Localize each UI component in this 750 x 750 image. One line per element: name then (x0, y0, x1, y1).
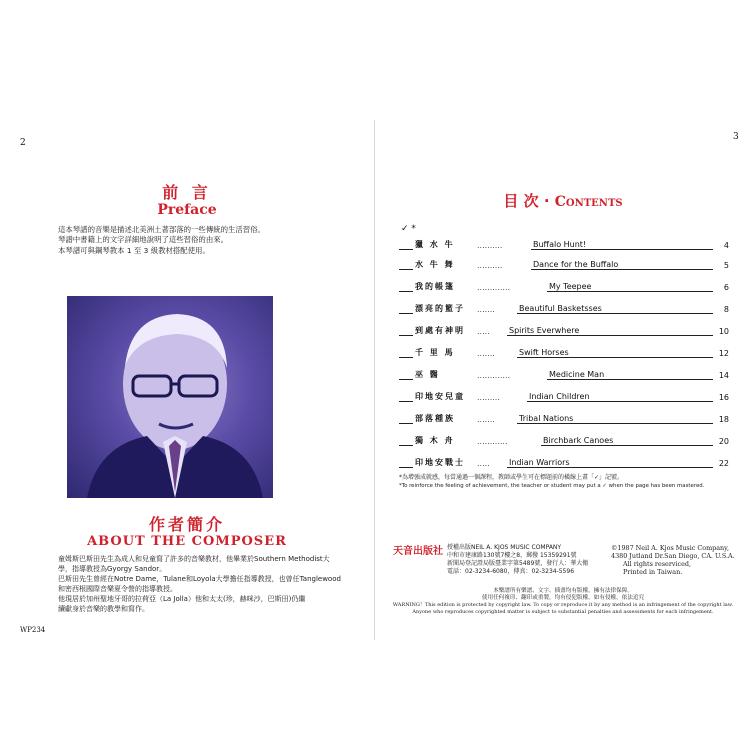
toc-item[interactable] (399, 388, 729, 402)
check-line (399, 391, 413, 402)
preface-line: 琴譜中書籍上的文字詳細地說明了這些習俗的由來。 (58, 235, 228, 245)
toc-title-zh: 巫 醫 (415, 370, 440, 379)
check-line (399, 325, 413, 336)
warning-line-en: Anyone who reproduces copyrighted matter is subject to substantial penalties and assessments for each infringement. (412, 609, 714, 615)
contents-title (375, 190, 750, 211)
publisher-line: 新聞局登記證局版臺業字第5489號，發行人：華大衛 (447, 560, 589, 567)
toc-page: 22 (718, 459, 729, 468)
composer-portrait-illustration (67, 296, 273, 498)
toc-page: 4 (723, 241, 729, 250)
toc-item[interactable] (399, 278, 729, 292)
toc-title-en: Buffalo Hunt! (531, 240, 713, 250)
composer-title-en: ABOUT THE COMPOSER (87, 534, 287, 549)
publisher-line: 中和市建康路130號7樓之8，郵撥 15359291號 (447, 552, 577, 559)
composer-title-zh: 作者簡介 (148, 515, 225, 534)
toc-title-en: Swift Horses (517, 348, 713, 358)
preface-line: 本琴譜可與鋼琴教本 1 至 3 級教材搭配使用。 (58, 245, 210, 255)
toc-leader: ............. (477, 371, 511, 380)
copyright-block (611, 544, 741, 576)
toc-leader: .......... (477, 261, 503, 270)
bio-line: 續獻身於音樂的教學和寫作。 (58, 605, 149, 613)
preface-line: 這本琴譜的音樂是描述北美洲土著部落的一些傳統的生活習俗。 (58, 225, 265, 234)
toc-page: 6 (723, 283, 729, 292)
check-line (399, 369, 413, 380)
bio-line: 巴斯田先生曾經在Notre Dame，Tulane和Loyola大學擔任指導教授，也曾任Tanglewood (58, 575, 341, 583)
toc-item[interactable] (399, 432, 729, 446)
toc-item[interactable] (399, 344, 729, 358)
publisher-line: 電話：02-3234-6080，傳真：02-3234-5596 (447, 568, 575, 575)
left-page (0, 120, 374, 640)
toc-leader: ....... (477, 305, 495, 314)
toc-title-zh: 我的帳篷 (415, 282, 455, 291)
toc-title-zh: 印地安兒童 (415, 392, 465, 401)
check-line (399, 413, 413, 424)
bio-line: 童姆斯巴斯田先生為成人和兒童寫了許多的音樂教材，他畢業於Southern Methodist大 (58, 555, 330, 563)
publisher-line: 授權出版NEIL A. KJOS MUSIC COMPANY (447, 544, 562, 551)
toc-page: 14 (718, 371, 729, 380)
toc-title-zh: 水 牛 舞 (415, 260, 455, 269)
bio-line: 他現居於加州聖地牙哥的拉荷亞（La Jolla）他和太太(珍，赫咪沙，巴斯田)仍繼 (58, 595, 306, 603)
toc-title-zh: 獨 木 舟 (415, 436, 455, 445)
preface-title-zh: 前 言 (162, 183, 212, 202)
toc-leader: ....... (477, 349, 495, 358)
contents-title-zh: 目 次 · (503, 192, 555, 210)
check-line (399, 281, 413, 292)
toc-title-en: Medicine Man (547, 370, 713, 380)
toc-page: 18 (718, 415, 729, 424)
preface-title-en: Preface (157, 202, 217, 218)
check-line (399, 303, 413, 314)
toc-leader: .......... (477, 241, 503, 250)
warning-line-en: WARNING！This edition is protected by copyright law. To copy or reproduce it by any method is an infringement of the copyright law. (392, 602, 734, 608)
copyright-line: ©1987 Neil A. Kjos Music Company, (611, 544, 729, 552)
copyright-line: Printed in Taiwan. (623, 568, 683, 576)
toc-page: 12 (718, 349, 729, 358)
check-line (399, 347, 413, 358)
toc-title-zh: 漂亮的籃子 (415, 304, 465, 313)
check-line (399, 239, 413, 250)
check-line (399, 457, 413, 468)
bio-line: 和密西根國際音樂夏令營的指導教授。 (58, 585, 177, 593)
toc-item[interactable] (399, 322, 729, 336)
toc-item[interactable] (399, 454, 729, 468)
toc-title-zh: 獵 水 牛 (415, 240, 455, 249)
toc-leader: ......... (477, 393, 500, 402)
toc-title-zh: 印地安戰士 (415, 458, 465, 467)
toc-title-en: Spirits Everwhere (507, 326, 713, 336)
composer-photo (67, 296, 273, 498)
composer-bio (58, 554, 368, 614)
copyright-line: 4380 Jutland Dr.San Diego, CA. U.S.A. (611, 552, 735, 560)
page-number-right: 3 (733, 132, 739, 142)
toc-page: 16 (718, 393, 729, 402)
toc-page: 5 (723, 261, 729, 270)
toc-leader: ............. (477, 283, 511, 292)
toc-item[interactable] (399, 410, 729, 424)
publisher-info (447, 544, 607, 576)
toc-item[interactable] (399, 300, 729, 314)
toc-title-en: Dance for the Buffalo (531, 260, 713, 270)
toc-page: 10 (718, 327, 729, 336)
toc-leader: ..... (477, 327, 490, 336)
toc-leader: ..... (477, 459, 490, 468)
toc-item[interactable] (399, 256, 729, 270)
toc-leader: ....... (477, 415, 495, 424)
page-number-left: 2 (20, 138, 26, 148)
toc-title-en: Indian Warriors (507, 458, 713, 468)
toc-title-en: My Teepee (547, 282, 713, 292)
toc-title-en: Birchbark Canoes (541, 436, 713, 446)
warning-block (383, 588, 743, 616)
toc-title-en: Indian Children (527, 392, 713, 402)
toc-title-zh: 千 里 馬 (415, 348, 455, 357)
warning-line-zh: 本樂譜所有樂譜、文字、插畫均有版權，擁有法律保障。 (493, 588, 633, 594)
reinforce-note-zh: *為增強成就感，每當通過一個課程，教師或學生可在標題前的橫線上畫「✓」記號。 (399, 474, 624, 481)
check-line (399, 435, 413, 446)
check-mark-note: ✓ * (401, 224, 416, 234)
toc-title-en: Tribal Nations (517, 414, 713, 424)
warning-line-zh: 使用任何複印、翻印或重製，均有侵犯版權，如有侵權，依法追究 (481, 595, 645, 601)
toc-title-zh: 部落種族 (415, 414, 455, 423)
preface-text (58, 225, 358, 256)
toc-item[interactable] (399, 236, 729, 250)
check-line (399, 259, 413, 270)
right-page (374, 120, 750, 640)
contents-title-en: Contents (554, 194, 623, 210)
toc-item[interactable] (399, 366, 729, 380)
publisher-logo: 天音出版社 (393, 546, 443, 557)
reinforce-note-en: *To reinforce the feeling of achievement, the teacher or student may put a ✓ when the page has been mastered. (399, 483, 705, 489)
toc-page: 20 (718, 437, 729, 446)
toc-title-en: Beautiful Basketsses (517, 304, 713, 314)
copyright-line: All rights reserviced, (623, 560, 692, 568)
catalog-code: WP234 (20, 626, 46, 634)
toc-page: 8 (723, 305, 729, 314)
toc-title-zh: 到處有神明 (415, 326, 465, 335)
toc-leader: ............ (477, 437, 508, 446)
bio-line: 學，指導教授為Gyorgy Sandor。 (58, 565, 167, 573)
